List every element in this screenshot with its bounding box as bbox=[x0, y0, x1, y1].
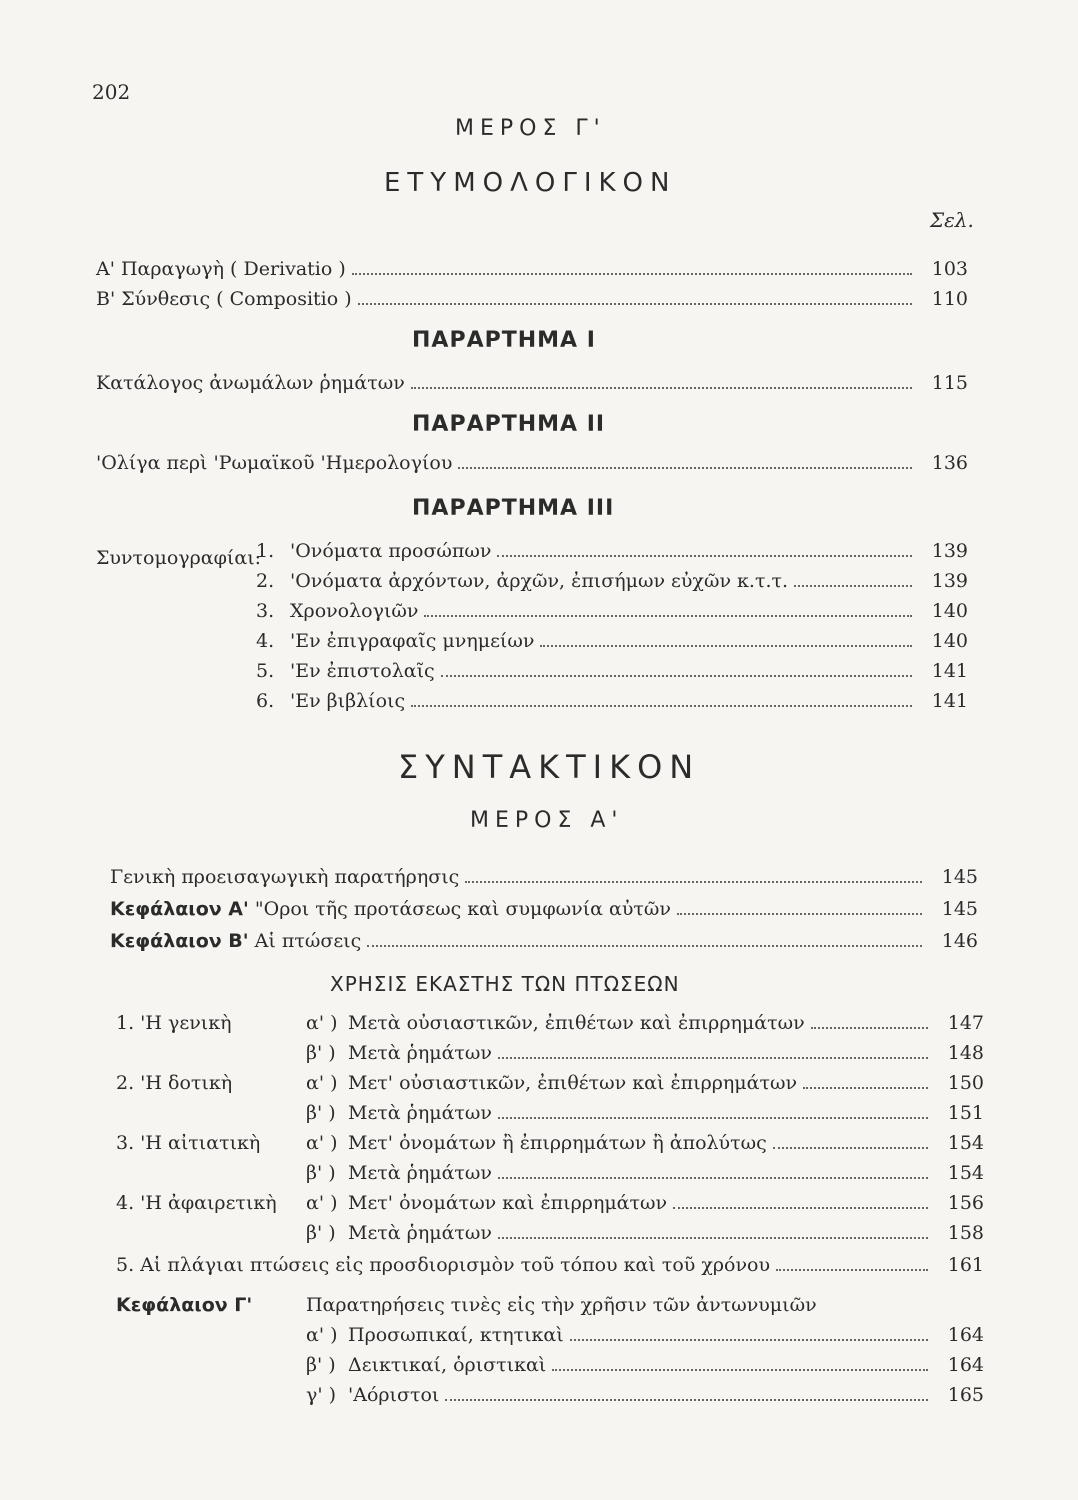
entry-page: 141 bbox=[931, 690, 968, 712]
leader-dots bbox=[540, 645, 912, 647]
part-c-heading: ΜΕΡΟΣ Γ' bbox=[455, 116, 606, 141]
entry-page: 154 bbox=[947, 1162, 984, 1184]
entry-number: 5. bbox=[256, 660, 275, 682]
toc-entry[interactable] bbox=[116, 1192, 984, 1222]
leader-dots bbox=[352, 273, 912, 275]
page-number: 202 bbox=[92, 80, 131, 104]
entry-page: 110 bbox=[931, 288, 968, 310]
part-a-heading: ΜΕΡΟΣ Α' bbox=[470, 808, 624, 833]
entry-page: 156 bbox=[947, 1192, 984, 1214]
toc-entry[interactable] bbox=[306, 1354, 984, 1384]
toc-entry[interactable] bbox=[116, 1222, 984, 1252]
entry-page: 150 bbox=[947, 1072, 984, 1094]
appendix-1-heading: ΠΑΡΑΡΤΗΜΑ Ι bbox=[412, 328, 596, 353]
entry-label: Μετ' ὀνομάτων καὶ ἐπιρρημάτων bbox=[348, 1192, 668, 1214]
leader-dots bbox=[773, 1147, 928, 1149]
toc-entry[interactable] bbox=[306, 1324, 984, 1354]
entry-page: 145 bbox=[941, 866, 978, 888]
leader-dots bbox=[552, 1369, 928, 1371]
toc-entry[interactable] bbox=[256, 630, 968, 660]
appendix-3-heading: ΠΑΡΑΡΤΗΜΑ ΙΙΙ bbox=[412, 496, 615, 521]
entry-page: 140 bbox=[931, 600, 968, 622]
toc-entry[interactable] bbox=[96, 372, 968, 402]
entry-number: 3. bbox=[256, 600, 275, 622]
toc-entry[interactable] bbox=[96, 288, 968, 318]
toc-entry[interactable] bbox=[116, 1162, 984, 1192]
toc-entry[interactable] bbox=[256, 690, 968, 720]
entry-page: 161 bbox=[947, 1254, 984, 1276]
sub-label: α' ) bbox=[306, 1324, 338, 1346]
entry-page: 139 bbox=[931, 540, 968, 562]
leader-dots bbox=[441, 675, 912, 677]
toc-entry[interactable] bbox=[256, 570, 968, 600]
sub-label: β' ) bbox=[306, 1354, 336, 1376]
entry-label: Μετὰ ῥημάτων bbox=[348, 1102, 492, 1124]
entry-page: 103 bbox=[931, 258, 968, 280]
toc-entry[interactable] bbox=[110, 930, 978, 960]
leader-dots bbox=[411, 387, 912, 389]
leader-dots bbox=[794, 585, 912, 587]
toc-entry[interactable] bbox=[116, 1012, 984, 1042]
leader-dots bbox=[570, 1339, 928, 1341]
entry-page: 139 bbox=[931, 570, 968, 592]
entry-label: Μετ' ὀνομάτων ἢ ἐπιρρημάτων ἢ ἀπολύτως bbox=[348, 1132, 767, 1154]
leader-dots bbox=[424, 615, 912, 617]
cases-heading: ΧΡΗΣΙΣ ΕΚΑΣΤΗΣ ΤΩΝ ΠΤΩΣΕΩΝ bbox=[330, 972, 680, 996]
entry-label: Κατάλογος ἀνωμάλων ῥημάτων bbox=[96, 372, 405, 394]
case-label: 3. 'Η αἰτιατικὴ bbox=[116, 1132, 261, 1154]
leader-dots bbox=[358, 303, 912, 305]
leader-dots bbox=[498, 1237, 928, 1239]
sub-label: β' ) bbox=[306, 1222, 336, 1244]
toc-entry[interactable] bbox=[96, 258, 968, 288]
entry-page: 140 bbox=[931, 630, 968, 652]
entry-label: Μετὰ ῥημάτων bbox=[348, 1222, 492, 1244]
sub-label: β' ) bbox=[306, 1042, 336, 1064]
leader-dots bbox=[811, 1027, 928, 1029]
leader-dots bbox=[465, 881, 922, 883]
entry-label: Μετ' οὐσιαστικῶν, ἐπιθέτων καὶ ἐπιρρημάτων bbox=[348, 1072, 798, 1094]
leader-dots bbox=[445, 1399, 928, 1401]
leader-dots bbox=[458, 467, 912, 469]
toc-entry[interactable] bbox=[116, 1254, 984, 1284]
entry-page: 147 bbox=[947, 1012, 984, 1034]
entry-label: Β' Σύνθεσις ( Compositio ) bbox=[96, 288, 352, 310]
entry-label: 'Εν βιβλίοις bbox=[290, 690, 406, 712]
toc-entry[interactable] bbox=[116, 1132, 984, 1162]
entry-page: 151 bbox=[947, 1102, 984, 1124]
toc-entry[interactable] bbox=[116, 1102, 984, 1132]
entry-label: Μετὰ ῥημάτων bbox=[348, 1042, 492, 1064]
toc-entry[interactable] bbox=[256, 540, 968, 570]
toc-entry[interactable] bbox=[110, 866, 978, 896]
entry-number: 4. bbox=[256, 630, 275, 652]
sub-label: α' ) bbox=[306, 1132, 338, 1154]
entry-label: Γενικὴ προεισαγωγικὴ παρατήρησις bbox=[110, 866, 460, 888]
appendix-2-heading: ΠΑΡΑΡΤΗΜΑ ΙΙ bbox=[412, 412, 606, 437]
leader-dots bbox=[498, 1057, 928, 1059]
entry-page: 136 bbox=[931, 452, 968, 474]
entry-label: 'Ονόματα προσώπων bbox=[290, 540, 492, 562]
toc-entry[interactable] bbox=[96, 452, 968, 482]
entry-page: 146 bbox=[941, 930, 978, 952]
entry-number: 2. bbox=[256, 570, 275, 592]
leader-dots bbox=[673, 1207, 928, 1209]
entry-page: 164 bbox=[947, 1324, 984, 1346]
entry-page: 158 bbox=[947, 1222, 984, 1244]
entry-number: 1. bbox=[256, 540, 275, 562]
toc-entry[interactable] bbox=[110, 898, 978, 928]
entry-label: Προσωπικαί, κτητικαὶ bbox=[348, 1324, 564, 1346]
toc-entry[interactable] bbox=[116, 1042, 984, 1072]
leader-dots bbox=[677, 913, 922, 915]
sub-label: α' ) bbox=[306, 1192, 338, 1214]
toc-entry[interactable] bbox=[116, 1294, 984, 1324]
entry-label: Αἱ πτώσεις bbox=[254, 930, 362, 952]
case-label: 2. 'Η δοτικὴ bbox=[116, 1072, 233, 1094]
leader-dots bbox=[803, 1087, 928, 1089]
abbreviations-lead: Συντομογραφίαι: bbox=[96, 547, 262, 569]
chapter-label: Κεφάλαιον Α' bbox=[110, 898, 249, 920]
leader-dots bbox=[498, 1177, 928, 1179]
page-column-label: Σελ. bbox=[930, 208, 974, 232]
entry-page: 141 bbox=[931, 660, 968, 682]
leader-dots bbox=[411, 705, 912, 707]
syntax-title: ΣΥΝΤΑΚΤΙΚΟΝ bbox=[398, 748, 701, 786]
entry-label: 5. Αἱ πλάγιαι πτώσεις εἰς προσδιορισμὸν τοῦ τόπου καὶ τοῦ χρόνου bbox=[116, 1254, 771, 1276]
sub-label: γ' ) bbox=[306, 1384, 337, 1406]
sub-label: β' ) bbox=[306, 1102, 336, 1124]
entry-label: Μετὰ ῥημάτων bbox=[348, 1162, 492, 1184]
leader-dots bbox=[497, 555, 912, 557]
entry-page: 145 bbox=[941, 898, 978, 920]
entry-number: 6. bbox=[256, 690, 275, 712]
entry-label: 'Εν ἐπιγραφαῖς μνημείων bbox=[290, 630, 535, 652]
case-label: 1. 'Η γενικὴ bbox=[116, 1012, 232, 1034]
entry-page: 115 bbox=[931, 372, 968, 394]
etymology-title: ΕΤΥΜΟΛΟΓΙΚΟΝ bbox=[384, 168, 677, 198]
toc-entry[interactable] bbox=[256, 600, 968, 630]
entry-label: 'Ονόματα ἀρχόντων, ἀρχῶν, ἐπισήμων εὐχῶν κ.τ.τ. bbox=[290, 570, 789, 592]
entry-page: 154 bbox=[947, 1132, 984, 1154]
leader-dots bbox=[367, 945, 922, 947]
chapter-label: Κεφάλαιον Γ' bbox=[116, 1294, 253, 1316]
entry-label: Μετὰ οὐσιαστικῶν, ἐπιθέτων καὶ ἐπιρρημάτων bbox=[348, 1012, 805, 1034]
toc-entry[interactable] bbox=[116, 1072, 984, 1102]
case-label: 4. 'Η ἀφαιρετικὴ bbox=[116, 1192, 277, 1214]
entry-page: 164 bbox=[947, 1354, 984, 1376]
sub-label: α' ) bbox=[306, 1072, 338, 1094]
leader-dots bbox=[776, 1269, 928, 1271]
entry-label: Α' Παραγωγὴ ( Derivatio ) bbox=[96, 258, 346, 280]
sub-label: β' ) bbox=[306, 1162, 336, 1184]
entry-label: Δεικτικαί, ὁριστικαὶ bbox=[348, 1354, 547, 1376]
chapter-label: Κεφάλαιον Β' bbox=[110, 930, 249, 952]
toc-entry[interactable] bbox=[306, 1384, 984, 1414]
entry-label: 'Ολίγα περὶ 'Ρωμαϊκοῦ 'Ημερολογίου bbox=[96, 452, 453, 474]
sub-label: α' ) bbox=[306, 1012, 338, 1034]
toc-entry[interactable] bbox=[256, 660, 968, 690]
entry-label: Παρατηρήσεις τινὲς εἰς τὴν χρῆσιν τῶν ἀντωνυμιῶν bbox=[306, 1294, 817, 1316]
leader-dots bbox=[498, 1117, 928, 1119]
entry-page: 148 bbox=[947, 1042, 984, 1064]
entry-label: 'Εν ἐπιστολαῖς bbox=[290, 660, 435, 682]
entry-label: 'Αόριστοι bbox=[348, 1384, 440, 1406]
entry-label: Χρονολογιῶν bbox=[290, 600, 419, 622]
entry-label: "Οροι τῆς προτάσεως καὶ συμφωνία αὐτῶν bbox=[254, 898, 671, 920]
entry-page: 165 bbox=[947, 1384, 984, 1406]
